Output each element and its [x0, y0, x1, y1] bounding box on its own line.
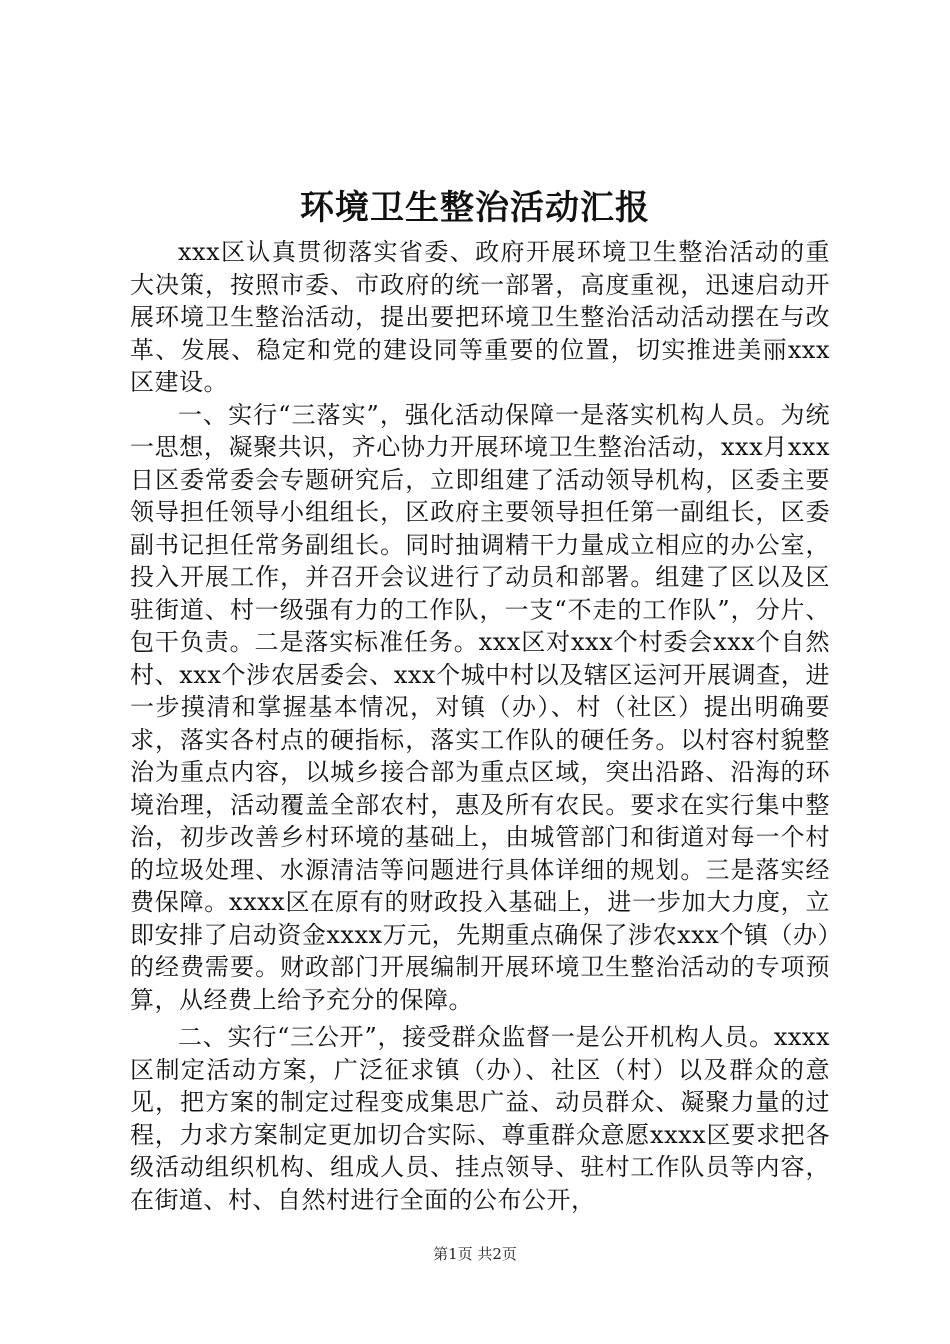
paragraph-intro: xxx区认真贯彻落实省委、政府开展环境卫生整治活动的重大决策，按照市委、市政府的统一部署，高度重视，迅速启动开展环境卫生整治活动，提出要把环境卫生整治活动活动摆在与改革、发展、稳定和党的建设同等重要的位置，切实推进美丽xxx区建设。 [130, 238, 830, 396]
paragraph-section-two: 二、实行“三公开”，接受群众监督一是公开机构人员。xxxx区制定活动方案，广泛征求镇（办）、社区（村）以及群众的意见，把方案的制定过程变成集思广益、动员群众、凝聚力量的过程，力求方案制定更加切合实际、尊重群众意愿xxxx区要求把各级活动组织机构、组成人员、挂点领导、驻村工作队员等内容，在街道、村、自然村进行全面的公布公开， [130, 1023, 830, 1214]
document-body [130, 236, 830, 1216]
page-footer: 第1页 共2页 [433, 1245, 517, 1263]
document-title: 环境卫生整治活动汇报 [300, 188, 650, 228]
paragraph-section-one: 一、实行“三落实”，强化活动保障一是落实机构人员。为统一思想，凝聚共识，齐心协力开展环境卫生整治活动，xxx月xxx日区委常委会专题研究后，立即组建了活动领导机构，区委主要领导担任领导小组组长，区政府主要领导担任第一副组长，区委副书记担任常务副组长。同时抽调精干力量成立相应的办公室，投入开展工作，并召开会议进行了动员和部署。组建了区以及区驻街道、村一级强有力的工作队，一支“不走的工作队”，分片、包干负责。二是落实标准任务。xxx区对xxx个村委会xxx个自然村、xxx个涉农居委会、xxx个城中村以及辖区运河开展调查，进一步摸清和掌握基本情况，对镇（办）、村（社区）提出明确要求，落实各村点的硬指标，落实工作队的硬任务。以村容村貌整治为重点内容，以城乡接合部为重点区域，突出沿路、沿海的环境治理，活动覆盖全部农村，惠及所有农民。要求在实行集中整治，初步改善乡村环境的基础上，由城管部门和街道对每一个村的垃圾处理、水源清洁等问题进行具体详细的规划。三是落实经费保障。xxxx区在原有的财政投入基础上，进一步加大力度，立即安排了启动资金xxxx万元，先期重点确保了涉农xxx个镇（办）的经费需要。财政部门开展编制开展环境卫生整治活动的专项预算，从经费上给予充分的保障。 [130, 400, 830, 1014]
